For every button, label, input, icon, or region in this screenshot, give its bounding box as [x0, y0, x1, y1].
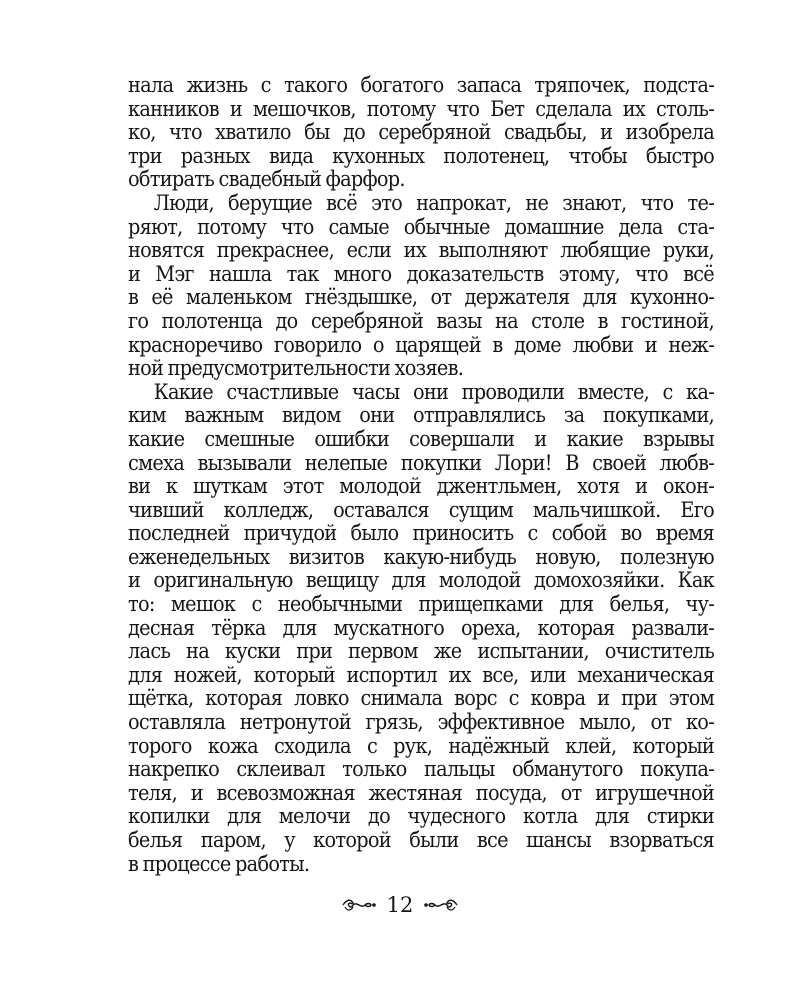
text-line: теля, и всевозможная жестяная посуда, от игрушечной	[128, 780, 715, 805]
text-line: десная тёрка для мускатного ореха, которая развали-	[128, 615, 715, 640]
text-line: ряют, потому что самые обычные домашние дела ста-	[128, 214, 715, 239]
text-line: смеха вызывали нелепые покупки Лори! В своей любв-	[128, 450, 715, 475]
text-line: для ножей, который испортил их все, или механическая	[128, 662, 715, 687]
text-line: лась на куски при первом же испытании, очиститель	[128, 639, 715, 664]
text-line: го полотенца до серебряной вазы на столе в гостиной,	[128, 308, 715, 333]
page-footer	[0, 892, 800, 918]
flourish-ornament-icon	[341, 897, 377, 913]
text-line: копилки для мелочи до чудесного котла для стирки	[128, 804, 715, 829]
text-line: нала жизнь с такого богатого запаса тряпочек, подста-	[128, 73, 715, 97]
text-line: накрепко склеивал только пальцы обманутого покупа-	[128, 757, 715, 782]
text-line: Люди, берущие всё это напрокат, не знают, что те-	[153, 190, 715, 215]
body-text	[128, 74, 714, 876]
text-line: последней причудой было приносить с собой во время	[128, 521, 715, 546]
text-line: ви к шуткам этот молодой джентльмен, хотя и окон-	[128, 474, 715, 499]
text-line: в её маленьком гнёздышке, от держателя для кухонно-	[128, 285, 715, 310]
text-line: то: мешок с необычными прищепками для белья, чу-	[128, 592, 715, 617]
text-line: оставляла нетронутой грязь, эффективное мыло, от ко-	[128, 710, 715, 735]
text-line: ким важным видом они отправлялись за покупками,	[128, 403, 715, 428]
text-line: три разных вида кухонных полотенец, чтобы быстро	[128, 143, 715, 168]
text-line: в процессе работы.	[128, 851, 310, 876]
text-line: какие смешные ошибки совершали и какие взрывы	[128, 426, 715, 451]
text-line: новятся прекраснее, если их выполняют любящие руки,	[128, 238, 715, 263]
text-line: канников и мешочков, потому что Бет сделала их столь-	[128, 96, 715, 121]
text-line: и Мэг нашла так много доказательств этому, что всё	[128, 261, 715, 286]
page-number: 12	[386, 893, 414, 917]
text-line: торого кожа сходила с рук, надёжный клей, который	[128, 733, 715, 758]
text-line: белья паром, у которой были все шансы взорваться	[128, 828, 715, 852]
text-line: ко, что хватило бы до серебряной свадьбы, и изобрела	[128, 120, 715, 145]
text-line: чивший колледж, оставался сущим мальчишкой. Его	[128, 497, 715, 522]
text-line: щётка, которая ловко снимала ворс с ковра и при этом	[128, 686, 715, 711]
text-line: обтирать свадебный фарфор.	[128, 167, 405, 192]
text-line: красноречиво говорило о царящей в доме любви и неж-	[128, 332, 715, 357]
text-line: ной предусмотрительности хозяев.	[128, 356, 464, 381]
text-line: еженедельных визитов какую-нибудь новую, полезную	[128, 544, 715, 569]
text-line: Какие счастливые часы они проводили вместе, с ка-	[153, 379, 715, 404]
text-line: и оригинальную вещицу для молодой домохозяйки. Как	[128, 568, 715, 593]
flourish-ornament-icon	[423, 897, 459, 913]
